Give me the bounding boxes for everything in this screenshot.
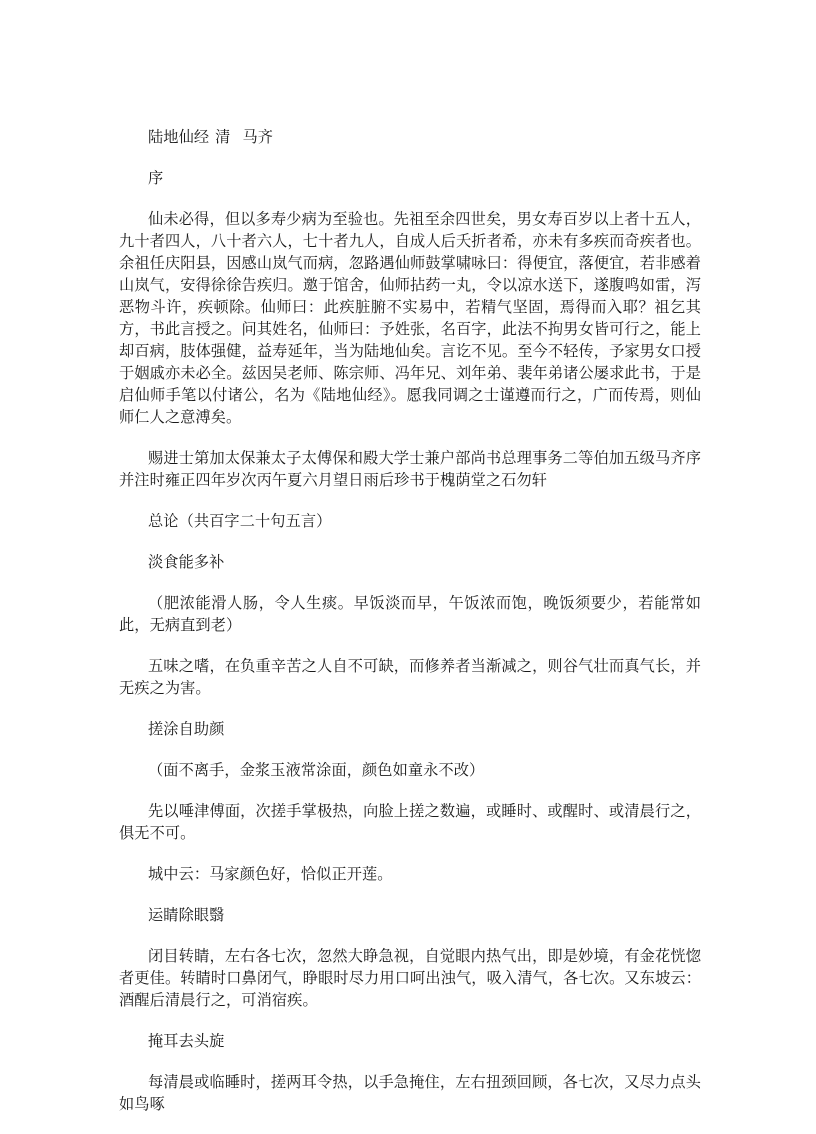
- section-body: 先以唾津傅面，次搓手掌极热，向脸上搓之数遍，或睡时、或醒时、或清晨行之，俱无不可。: [119, 802, 701, 842]
- document-author: 马齐: [242, 128, 274, 146]
- document-title-line: [119, 126, 701, 148]
- preface-body: 仙未必得，但以多寿少病为至验也。先祖至余四世矣，男女寿百岁以上者十五人，九十者四人，八十者六人，七十者九人，自成人后夭折者希，亦未有多疾而奇疾者也。余祖任庆阳县，因感山岚气而病，忽路遇仙师鼓掌啸咏曰：得便宜，落便宜，若非感着山岚气，安得徐徐告疾归。邀于馆舍，仙师拈药一丸，令以凉水送下，遂腹鸣如雷，泻恶物斗许，疾顿除。仙师曰：此疾脏腑不实易中，若精气坚固，焉得而入耶？祖乞其方，书此言授之。问其姓名，仙师曰：予姓张，名百字，此法不拘男女皆可行之，能上却百病，肢体强健，益寿延年，当为陆地仙矣。言讫不见。至今不轻传，予家男女口授于姻戚亦未必全。兹因吴老师、陈宗师、冯年兄、刘年弟、裴年弟诸公屡求此书，于是启仙师手笔以付诸公，名为《陆地仙经》。愿我同调之士谨遵而行之，广而传焉，则仙师仁人之意溥矣。: [119, 210, 701, 426]
- general-heading: 总论（共百字二十句五言）: [148, 512, 332, 530]
- section-heading: 运睛除眼翳: [148, 906, 225, 924]
- document-dynasty: 清: [215, 128, 231, 146]
- preface-heading: 序: [148, 169, 164, 187]
- section-heading: 掩耳去头旋: [148, 1032, 225, 1050]
- section-heading: 搓涂自助颜: [148, 720, 225, 738]
- section-body: 五味之嗜，在负重辛苦之人自不可缺，而修养者当渐减之，则谷气壮而真气长，并无疾之为害。: [119, 657, 701, 697]
- section-body: 闭目转睛，左右各七次，忽然大睁急视，自觉眼内热气出，即是妙境，有金花恍惚者更佳。转睛时口鼻闭气，睁眼时尽力用口呵出浊气，吸入清气，各七次。又东坡云：酒醒后清晨行之，可消宿疾。: [119, 947, 701, 1009]
- document-page: [119, 126, 701, 1134]
- section-extra: 城中云：马家颜色好，恰似正开莲。: [148, 865, 393, 883]
- preface-signature: 赐进士第加太保兼太子太傅保和殿大学士兼户部尚书总理事务二等伯加五级马齐序并注时雍正四年岁次丙午夏六月望日雨后珍书于槐荫堂之石勿轩: [119, 449, 701, 489]
- section-heading: 淡食能多补: [148, 553, 225, 571]
- section-note: （面不离手，金浆玉液常涂面，颜色如童永不改）: [148, 761, 485, 779]
- section-body: 每清晨或临睡时，搓两耳令热，以手急掩住，左右扭颈回顾，各七次，又尽力点头如鸟啄: [119, 1073, 701, 1113]
- document-title: 陆地仙经: [148, 128, 210, 146]
- section-note: （肥浓能滑人肠，令人生痰。早饭淡而早，午饭浓而饱，晚饭须要少，若能常如此，无病直到老）: [119, 594, 701, 634]
